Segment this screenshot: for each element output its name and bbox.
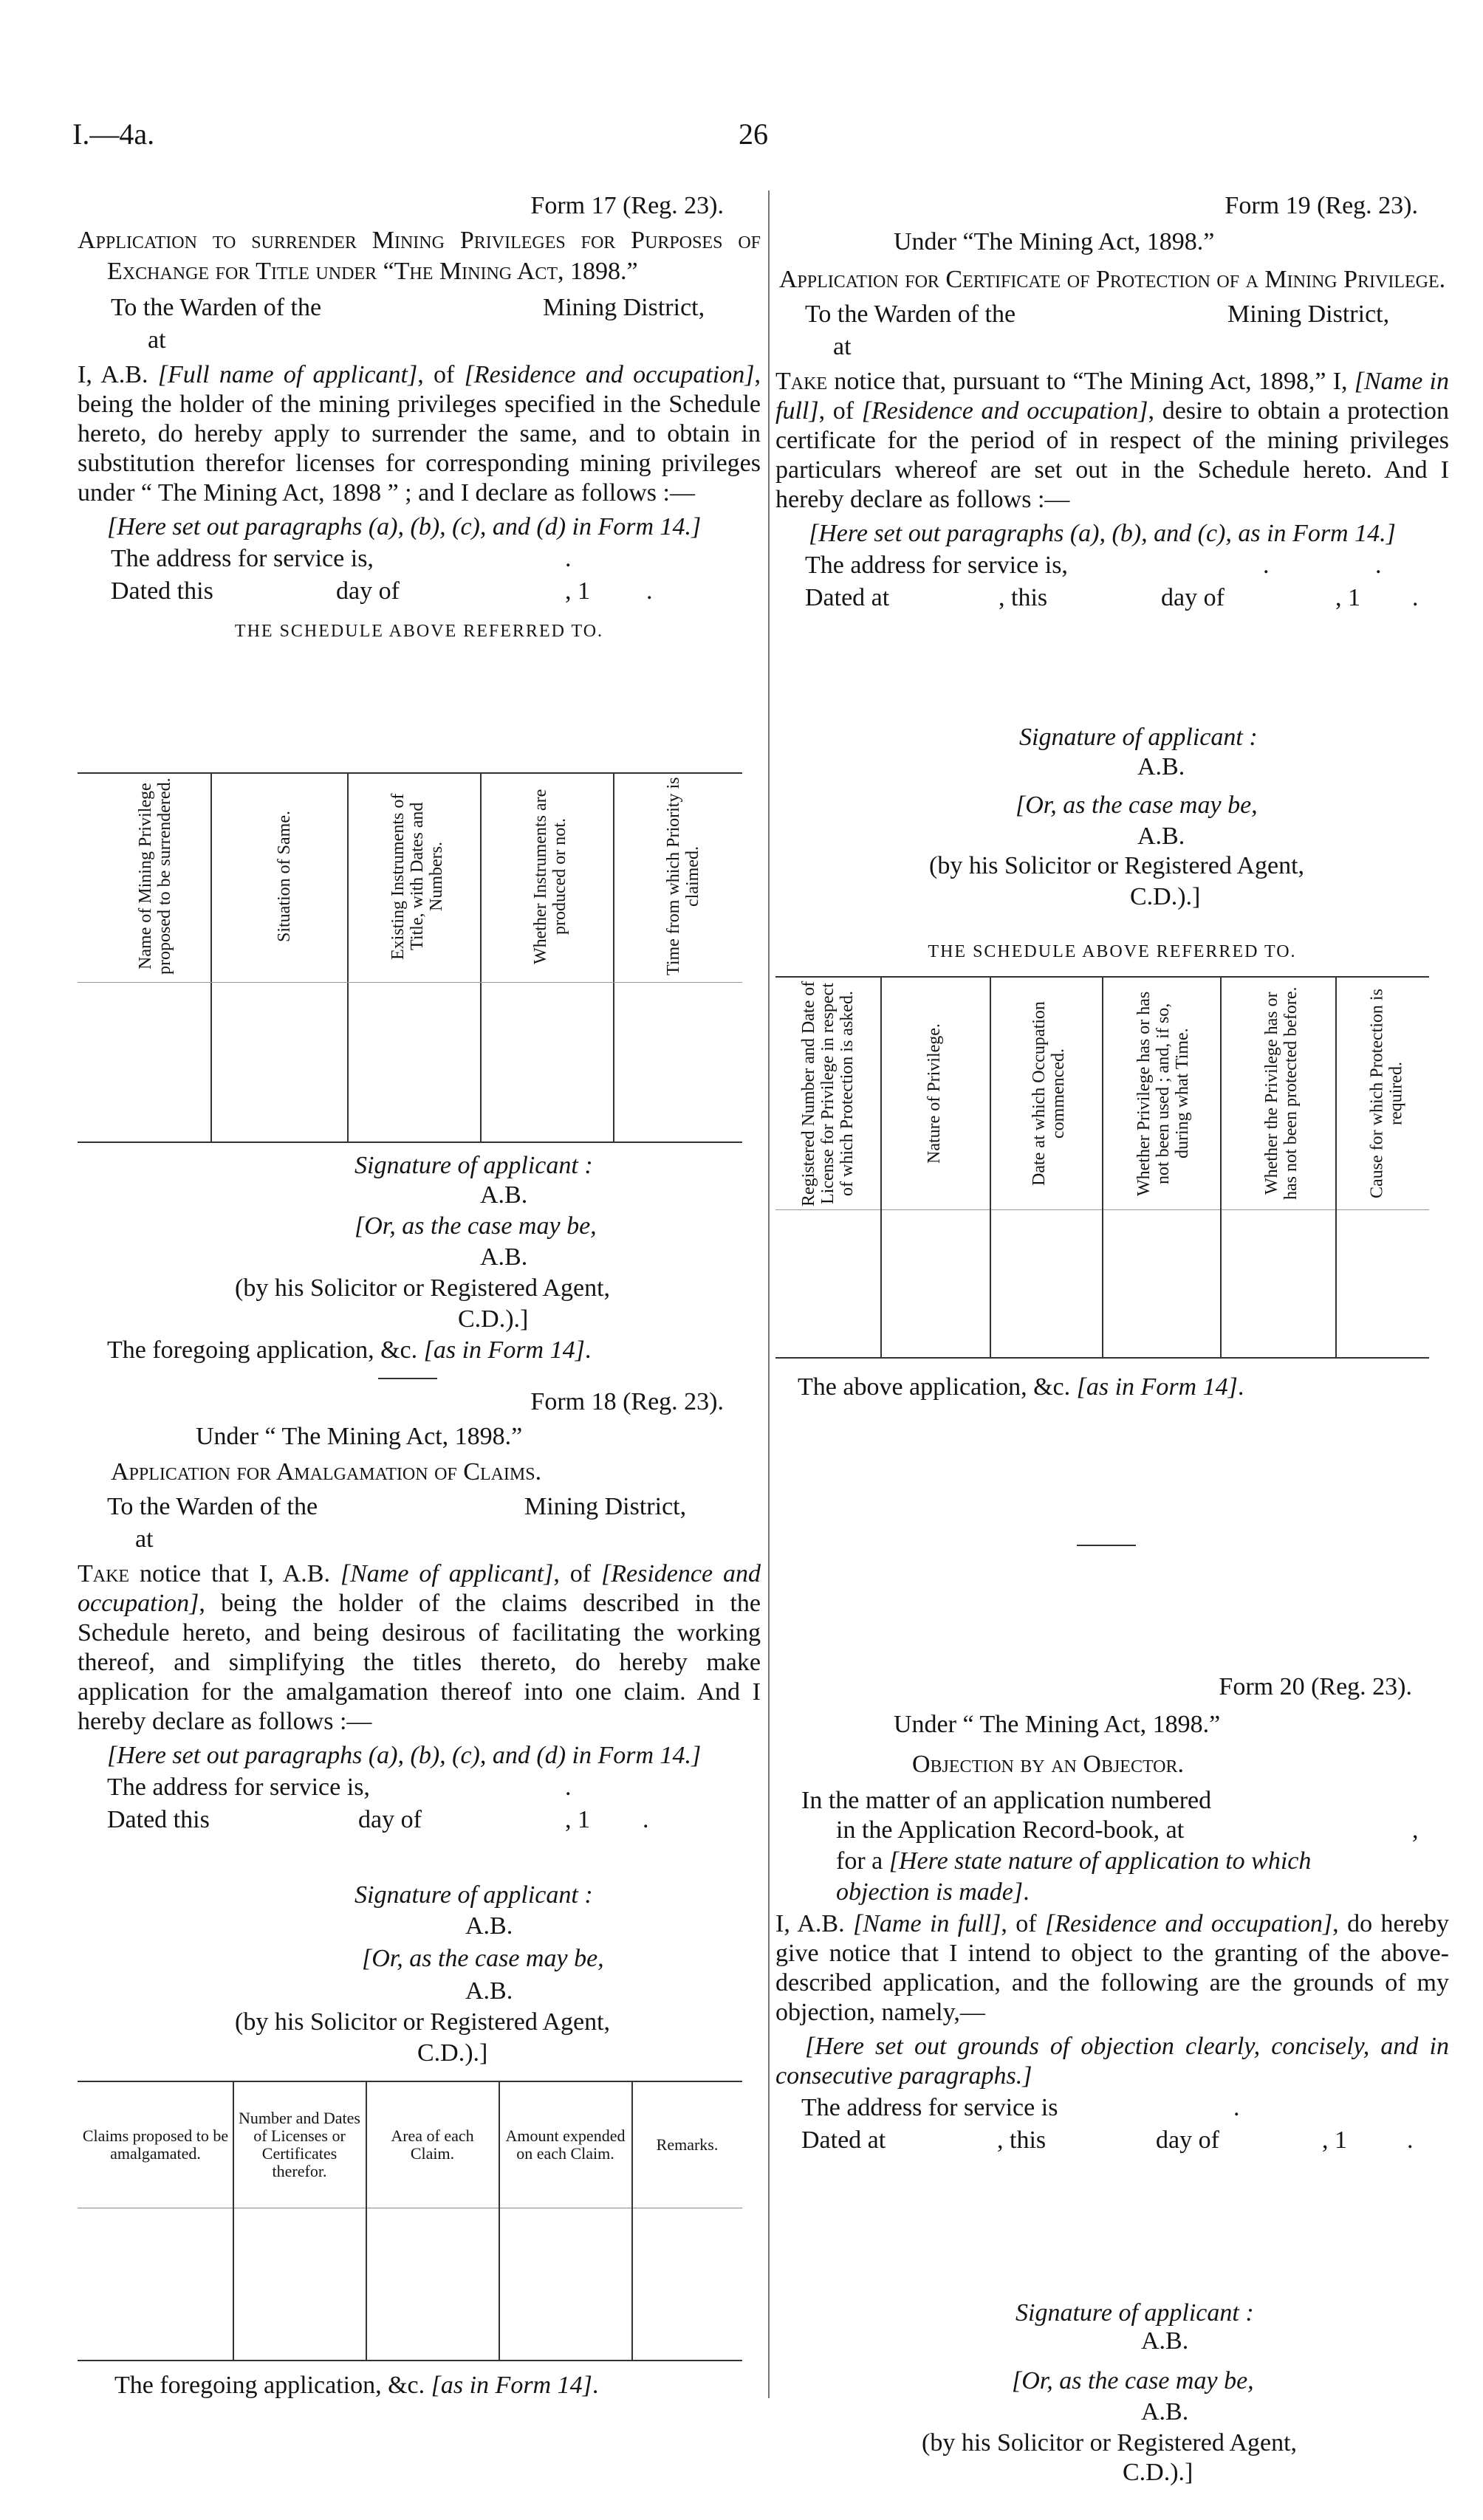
form-18-sig-ab2: A.B.	[465, 1977, 513, 2005]
form-17-col-produced: Whether Instruments are produced or not.	[531, 789, 569, 964]
form-18-at: at	[135, 1525, 154, 1553]
form-17	[78, 190, 761, 642]
page-section-code: I.—4a.	[72, 117, 155, 151]
form-19-col-occupation: Date at which Occupation commenced.	[1030, 1001, 1068, 1186]
form-20-under: Under “ The Mining Act, 1898.”	[894, 1710, 1221, 1738]
form-20-year: , 1	[1322, 2126, 1347, 2154]
form-18-under: Under “ The Mining Act, 1898.”	[196, 1422, 523, 1450]
form-19-above-application: The above application, &c. [as in Form 14].	[798, 1373, 1244, 1401]
form-18-to-warden: To the Warden of the	[107, 1492, 318, 1520]
form-19-col-nature: Nature of Privilege.	[925, 1023, 944, 1164]
form-18-set-out: [Here set out paragraphs (a), (b), (c), and (d) in Form 14.]	[107, 1741, 702, 1769]
form-17-sig-label: Signature of applicant :	[355, 1152, 593, 1179]
form-19-day-of: day of	[1161, 584, 1225, 611]
form-19-end-rule	[1077, 1545, 1136, 1546]
form-20-set-out: [Here set out grounds of objection clearly, concisely, and in consecutive paragraphs.]	[775, 2032, 1449, 2090]
form-19-title: Application for Certificate of Protection of a Mining Privilege.	[778, 266, 1446, 293]
form-19-to-warden: To the Warden of the	[805, 301, 1016, 328]
form-17-dated: Dated this	[111, 577, 213, 605]
form-17-col-name: Name of Mining Privilege proposed to be surrendered.	[136, 777, 174, 975]
form-20-sig-cd: C.D.).]	[1123, 2459, 1193, 2486]
form-20-sig-ab2: A.B.	[1141, 2398, 1189, 2425]
form-19-schedule-title: THE SCHEDULE ABOVE REFERRED TO.	[928, 942, 1297, 961]
form-19-sig-cd: C.D.).]	[1130, 883, 1201, 910]
form-17-col-instruments: Existing Instruments of Title, with Dates and Numbers.	[388, 793, 446, 960]
form-18-service-block: The address for service is, . Dated this day of , 1 .	[78, 1772, 761, 1837]
form-18-title: Application for Amalgamation of Claims.	[111, 1458, 542, 1486]
form-20-matter-block: In the matter of an application numbered in the Application Record-book, at , for a [Here state nature of application to which objection is made].	[775, 1785, 1449, 1909]
form-17-at: at	[148, 326, 166, 354]
column-divider	[768, 190, 770, 2398]
form-18-sig-cd: C.D.).]	[417, 2039, 488, 2067]
form-18-foregoing: The foregoing application, &c. [as in Form 14].	[114, 2372, 599, 2399]
form-20-service-block: The address for service is . Dated at , this day of , 1 .	[775, 2092, 1449, 2157]
form-19-address: The address for service is,	[805, 552, 1068, 579]
form-18-day-of: day of	[358, 1805, 422, 1833]
form-18-sig-label: Signature of applicant :	[355, 1881, 593, 1909]
form-19-sig-or: [Or, as the case may be,	[1016, 792, 1258, 819]
form-17-year: , 1	[565, 577, 590, 605]
form-17-sig-cd: C.D.).]	[458, 1305, 529, 1333]
form-19-service-block: The address for service is, . . Dated at , this day of , 1 .	[775, 550, 1449, 615]
form-18-address: The address for service is,	[107, 1773, 370, 1801]
form-17-schedule-title: THE SCHEDULE ABOVE REFERRED TO.	[234, 621, 604, 641]
form-17-title: Application to surrender Mining Privileges for Purposes of Exchange for Title under “The Mining Act, 1898.”	[78, 226, 761, 285]
form-18-col-claims: Claims proposed to be amalgamated.	[82, 2126, 229, 2163]
form-19-address-block	[775, 299, 1449, 364]
form-18-sig-ab: A.B.	[465, 1912, 513, 1940]
form-17-address: The address for service is,	[111, 544, 374, 572]
form-19-year: , 1	[1335, 584, 1360, 611]
form-18	[78, 1387, 761, 1837]
form-17-sig-or: [Or, as the case may be,	[355, 1212, 597, 1240]
form-17-district: Mining District,	[543, 293, 705, 321]
form-18-sig-solicitor: (by his Solicitor or Registered Agent,	[235, 2008, 611, 2036]
form-20-day-of: day of	[1156, 2126, 1219, 2154]
form-17-sig-solicitor: (by his Solicitor or Registered Agent,	[235, 1274, 611, 1302]
form-19-sig-solicitor: (by his Solicitor or Registered Agent,	[929, 852, 1305, 879]
form-19-under: Under “The Mining Act, 1898.”	[894, 227, 1215, 255]
form-18-dated: Dated this	[107, 1805, 210, 1833]
form-17-body: I, A.B. [Full name of applicant], of [Residence and occupation], being the holder of the mining privileges specified in the Schedule hereto, do hereby apply to surrender the same, and to obtain in substitution therefor licenses for corresponding mining privileges under “ The Mining Act, 1898 ” ; and I declare as follows :—	[78, 360, 761, 507]
form-19-body: Take notice that, pursuant to “The Mining Act, 1898,” I, [Name in full], of [Residence and occupation], desire to obtain a protection certificate for the period of in respect of the mining privileges particulars whereof are set out in the Schedule hereto. And I hereby declare as follows :—	[775, 368, 1450, 513]
form-19-this: , this	[999, 584, 1048, 611]
form-20-number: Form 20 (Reg. 23).	[1219, 1673, 1412, 1700]
form-18-col-amount: Amount expended on each Claim.	[505, 2126, 626, 2163]
form-19-col-cause: Cause for which Protection is required.	[1367, 989, 1406, 1198]
form-17-service-block: The address for service is, . Dated this day of , 1 .	[78, 543, 761, 608]
form-20-matter-line1: In the matter of an application numbered	[801, 1786, 1212, 1814]
form-17-set-out: [Here set out paragraphs (a), (b), (c), and (d) in Form 14.]	[107, 512, 702, 540]
form-20-title: Objection by an Objector.	[912, 1751, 1185, 1778]
form-20-dated: Dated at	[801, 2126, 886, 2154]
form-20-body: I, A.B. [Name in full], of [Residence and occupation], do hereby give notice that I intend to object to the granting of the above-described application, and the following are the grounds of my objection, namely,—	[775, 1909, 1449, 2026]
form-19-set-out: [Here set out paragraphs (a), (b), and (c), as in Form 14.]	[809, 520, 1396, 547]
form-18-address-block	[78, 1491, 761, 1556]
form-20-this: , this	[997, 2126, 1047, 2154]
form-17-address-block	[78, 292, 761, 357]
form-19-sig-ab: A.B.	[1137, 753, 1185, 780]
form-19	[775, 190, 1449, 615]
form-20-sig-or: [Or, as the case may be,	[1012, 2367, 1254, 2394]
form-18-sig-or: [Or, as the case may be,	[362, 1945, 604, 1972]
form-18-district: Mining District,	[524, 1492, 687, 1520]
form-20-matter-line4: objection is made].	[836, 1878, 1030, 1906]
form-17-day-of: day of	[336, 577, 400, 605]
form-20-matter-line3: for a [Here state nature of application to which	[836, 1847, 1312, 1875]
form-20	[775, 1672, 1449, 2157]
form-19-sig-ab2: A.B.	[1137, 823, 1185, 850]
form-18-col-remarks: Remarks.	[656, 2135, 719, 2154]
form-17-number: Form 17 (Reg. 23).	[530, 192, 724, 219]
form-18-col-licenses: Number and Dates of Licenses or Certificates therefor.	[239, 2109, 360, 2180]
form-20-matter-line2: in the Application Record-book, at	[836, 1816, 1185, 1844]
form-17-end-rule	[378, 1378, 437, 1379]
form-18-number: Form 18 (Reg. 23).	[530, 1388, 724, 1415]
form-17-col-situation: Situation of Same.	[275, 811, 294, 942]
form-19-dated: Dated at	[805, 584, 890, 611]
form-17-sig-ab2: A.B.	[480, 1243, 528, 1271]
form-20-sig-solicitor: (by his Solicitor or Registered Agent,	[922, 2429, 1298, 2457]
form-20-sig-label: Signature of applicant :	[1016, 2299, 1254, 2327]
form-19-number: Form 19 (Reg. 23).	[1225, 192, 1418, 219]
form-19-sig-label: Signature of applicant :	[1019, 724, 1258, 751]
form-17-sig-ab: A.B.	[480, 1181, 528, 1209]
form-19-col-registered: Registered Number and Date of License for Privilege in respect of which Protection is asked.	[799, 981, 857, 1206]
form-19-col-protected: Whether the Privilege has or has not been protected before.	[1262, 986, 1301, 1201]
form-17-to-warden: To the Warden of the	[111, 293, 322, 321]
form-19-district: Mining District,	[1227, 301, 1390, 328]
form-20-sig-ab: A.B.	[1141, 2327, 1189, 2355]
form-17-col-priority: Time from which Priority is claimed.	[664, 777, 702, 976]
form-18-body: Take notice that I, A.B. [Name of applicant], of [Residence and occupation], being the holder of the claims described in the Schedule hereto, and being desirous of facilitating the working thereof, and simplifying the titles thereto, do hereby make application for the amalgamation thereof into one claim. And I hereby declare as follows :—	[78, 1559, 761, 1735]
form-17-foregoing: The foregoing application, &c. [as in Form 14].	[107, 1336, 592, 1364]
page-number: 26	[739, 117, 768, 151]
form-19-at: at	[833, 333, 852, 360]
form-18-year: , 1	[565, 1805, 590, 1833]
form-20-address: The address for service is	[801, 2093, 1058, 2121]
form-18-col-area: Area of each Claim.	[391, 2126, 474, 2163]
form-19-col-used: Whether Privilege has or has not been used ; and, if so, during what Time.	[1134, 991, 1192, 1196]
